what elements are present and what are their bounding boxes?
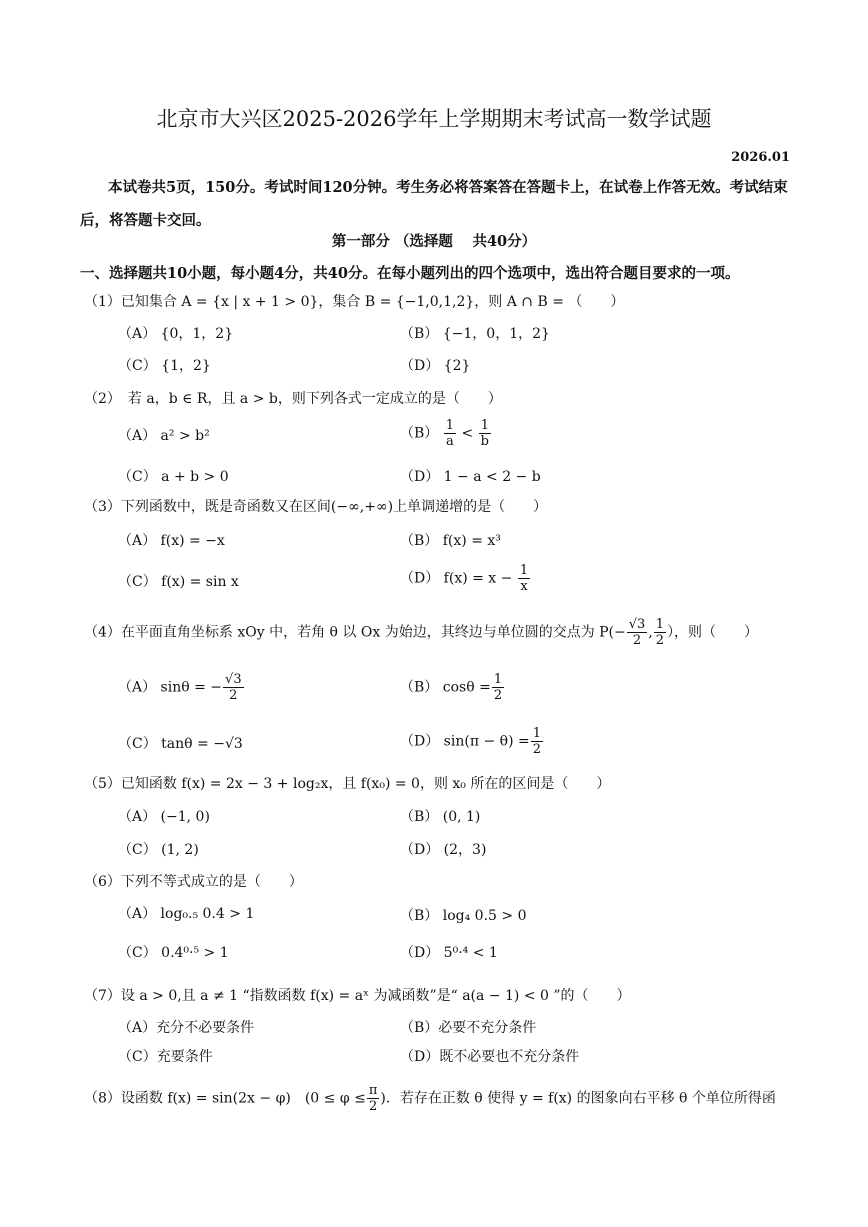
q2-option-d: （D） 1 − a < 2 − b xyxy=(400,469,541,485)
q5-option-d: （D） (2，3) xyxy=(400,842,487,858)
q7-option-b: （B）必要不充分条件 xyxy=(400,1020,537,1036)
q3-option-d-label: （D） f(x) = x − xyxy=(400,570,513,587)
q1-option-d: （D） {2} xyxy=(400,358,471,374)
q5-option-b: （B） (0, 1) xyxy=(400,809,481,825)
fraction-1-over-a: $\frac{1}{a}$ xyxy=(445,418,455,449)
q7-option-d: （D）既不必要也不充分条件 xyxy=(400,1049,580,1065)
q6-option-a: （A） log₀.₅ 0.4 > 1 xyxy=(118,906,255,922)
exam-date: 2026.01 xyxy=(731,150,790,165)
fraction-pi-over-2: $\frac{\pi}{2}$ xyxy=(368,1083,378,1114)
q6-option-c: （C） 0.4⁰·⁵ > 1 xyxy=(118,945,229,961)
question-3-stem: （3）下列函数中，既是奇函数又在区间(−∞,+∞)上单调递增的是（ ） xyxy=(84,499,548,515)
question-5-stem: （5）已知函数 f(x) = 2x − 3 + log₂x，且 f(x₀) = 0，则 x₀ 所在的区间是（ ） xyxy=(84,776,611,792)
q7-option-a: （A）充分不必要条件 xyxy=(118,1020,255,1036)
question-2-stem: （2） 若 a，b ∈ R，且 a > b，则下列各式一定成立的是（ ） xyxy=(84,391,502,407)
q4-option-d: （D） sin(π − θ) = $\frac{1}{2}$ xyxy=(400,726,541,757)
q2-option-b-label: （B） xyxy=(400,425,439,442)
part-heading: 第一部分 （选择题 共40分） xyxy=(331,233,537,250)
q1-option-b: （B） {−1，0，1，2} xyxy=(400,326,550,342)
fraction-1-over-2: $\frac{1}{2}$ xyxy=(493,672,503,703)
q2-option-b: （B） $\frac{1}{a}$ < $\frac{1}{b}$ xyxy=(400,418,489,449)
q8-stem-part-b: )．若存在正数 θ 使得 y = f(x) 的图象向右平移 θ 个单位所得函 xyxy=(380,1090,776,1107)
q7-option-c: （C）充要条件 xyxy=(118,1049,213,1065)
q5-option-c: （C） (1, 2) xyxy=(118,842,199,858)
section-heading: 一、选择题共10小题，每小题4分，共40分。在每小题列出的四个选项中，选出符合题目要求的一项。 xyxy=(80,265,740,282)
q4-stem-part-b: ），则（ ） xyxy=(667,624,759,641)
fraction-sqrt3-over-2: $\frac{√3}{2}$ xyxy=(225,672,242,703)
q2-option-a: （A） a² > b² xyxy=(118,428,210,444)
q8-stem-part-a: （8）设函数 f(x) = sin(2x − φ) (0 ≤ φ ≤ xyxy=(84,1090,366,1107)
q6-option-d: （D） 5⁰·⁴ < 1 xyxy=(400,945,498,961)
fraction-sqrt3-over-2: $\frac{√3}{2}$ xyxy=(628,617,646,648)
question-6-stem: （6）下列不等式成立的是（ ） xyxy=(84,874,303,890)
q1-option-a: （A） {0，1，2} xyxy=(118,326,234,342)
q3-option-a: （A） f(x) = −x xyxy=(118,533,225,549)
q5-option-a: （A） (−1, 0) xyxy=(118,809,210,825)
q6-option-b: （B） log₄ 0.5 > 0 xyxy=(400,908,527,924)
question-1-stem: （1）已知集合 A = {x | x + 1 > 0}，集合 B = {−1,0,1,2}，则 A ∩ B = （ ） xyxy=(84,294,625,310)
q3-option-b: （B） f(x) = x³ xyxy=(400,533,501,549)
q3-option-c: （C） f(x) = sin x xyxy=(118,574,239,590)
fraction-1-over-b: $\frac{1}{b}$ xyxy=(480,418,489,449)
q4-option-b: （B） cosθ = $\frac{1}{2}$ xyxy=(400,672,503,703)
exam-instructions: 本试卷共5页，150分。考试时间120分钟。考生务必将答案答在答题卡上，在试卷上作答无效。考试结束后，将答题卡交回。 xyxy=(80,179,788,229)
fraction-1-over-2: $\frac{1}{2}$ xyxy=(532,726,541,757)
q2-option-c: （C） a + b > 0 xyxy=(118,469,229,485)
q1-option-c: （C） {1，2} xyxy=(118,358,211,374)
q4-option-a: （A） sinθ = − $\frac{√3}{2}$ xyxy=(118,672,242,703)
question-7-stem: （7）设 a > 0,且 a ≠ 1 “指数函数 f(x) = aˣ 为减函数”是“ a(a − 1) < 0 ”的（ ） xyxy=(84,988,631,1004)
q4-option-c: （C） tanθ = −√3 xyxy=(118,736,243,752)
page-title: 北京市大兴区2025-2026学年上学期期末考试高一数学试题 xyxy=(156,107,712,131)
fraction-1-over-2: $\frac{1}{2}$ xyxy=(655,617,665,648)
question-4-stem: （4）在平面直角坐标系 xOy 中，若角 θ 以 Ox 为始边，其终边与单位圆的交点为 P(− $\frac{√3}{2}$ , $\frac{1}{2}$ ），则（ ） xyxy=(84,617,759,648)
q4-stem-part-a: （4）在平面直角坐标系 xOy 中，若角 θ 以 Ox 为始边，其终边与单位圆的交点为 P(− xyxy=(84,624,626,641)
q3-option-d xyxy=(400,563,531,594)
question-8-stem xyxy=(84,1083,776,1114)
fraction-1-over-x: $\frac{1}{x}$ xyxy=(519,563,529,594)
